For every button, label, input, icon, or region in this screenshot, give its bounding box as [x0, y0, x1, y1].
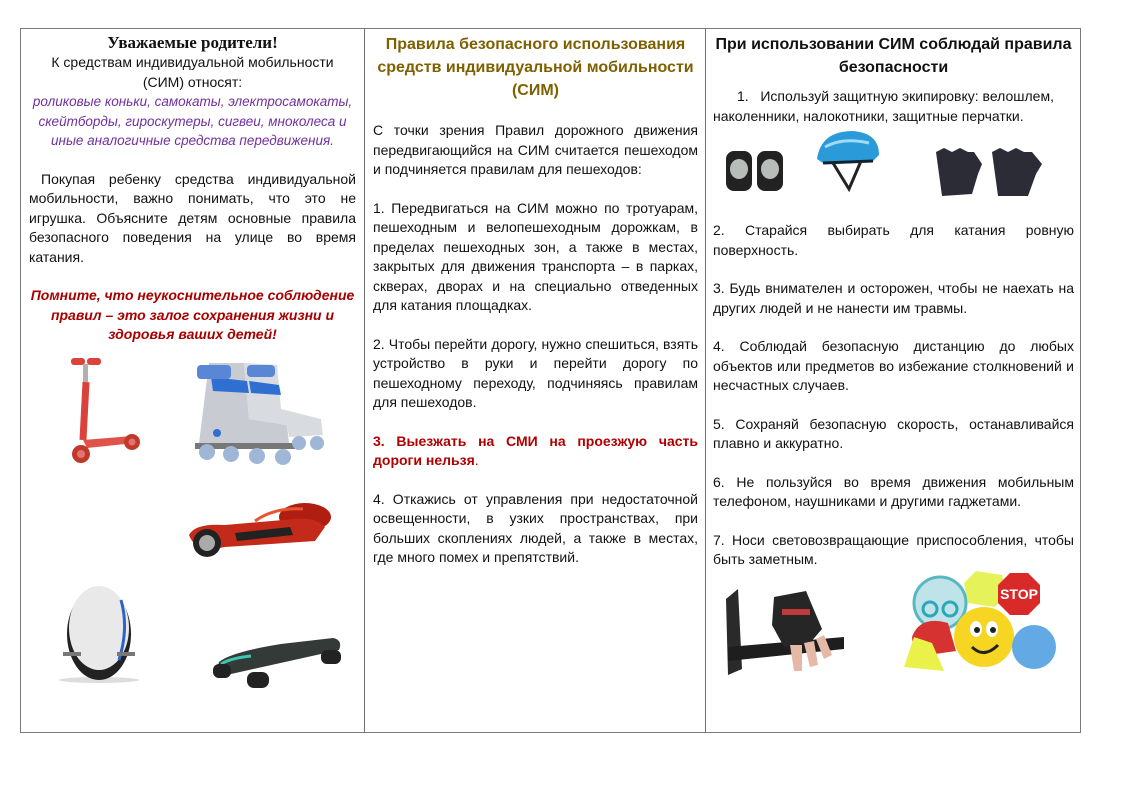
rules-item-2: 2. Чтобы перейти дорогу, нужно спешиться, взять устройство в руки и перейти дорогу по пешеходному переходу, подчиняясь правилам для пешеходов.	[373, 335, 698, 410]
helmet-image	[813, 129, 885, 201]
gloves-image	[932, 144, 1048, 200]
rules-item-3	[373, 432, 698, 471]
rules-intro: С точки зрения Правил дорожного движения передвигающийся на СИМ считается пешеходом и подчиняется правилам для пешеходов:	[373, 122, 698, 177]
sim-intro-line1: К средствам индивидуальной мобильности	[51, 54, 334, 70]
parents-advice: Покупая ребенку средства индивидуальной мобильности, важно понимать, что это не игрушка. Объясните детям основные правила безопасного поведения на улице во время катания.	[29, 170, 356, 265]
hoverboard-image	[185, 497, 335, 559]
safety-item-6: 6. Не пользуйся во время движения мобильным телефоном, наушниками и другими гаджетами.	[713, 473, 1074, 509]
knee-pads-image	[724, 147, 786, 195]
safety-item-5: 5. Сохраняй безопасную скорость, останавливайся плавно и аккуратно.	[713, 415, 1074, 451]
devices-list: роликовые коньки, самокаты, электросамокаты, скейтборды, гироскутеры, сигвеи, мноколеса и иные аналогичные средства передвижения.	[32, 94, 353, 148]
column-safety	[706, 29, 1080, 732]
rules-title: Правила безопасного использования средств индивидуальной мобильности (СИМ)	[377, 36, 694, 99]
stop-sign-text: STOP	[1000, 586, 1038, 602]
electric-skateboard-image	[211, 634, 345, 704]
safety-item-3: 3. Будь внимателен и осторожен, чтобы не наехать на других людей и не нанести им травмы.	[713, 280, 1074, 316]
leaflet-table	[20, 28, 1081, 733]
column-rules	[365, 29, 706, 732]
rules-item-1: 1. Передвигаться на СИМ можно по тротуарам, пешеходным и велопешеходным дорожкам, в пределах пешеходных зон, а также в местах, закрытых для движения транспорта – в парках, скверах, дворах и на специально отведенных для катания площадках.	[373, 199, 698, 313]
kick-scooter-image	[61, 356, 141, 468]
gloved-hand-image	[724, 589, 844, 679]
safety-item-1: 1. Используй защитную экипировку: велошлем, наколенники, налокотники, защитные перчатки.	[713, 88, 1058, 124]
inline-skates-image	[189, 359, 339, 467]
safety-item-4: 4. Соблюдай безопасную дистанцию до любых объектов или предметов во избежание столкновений и несчастных случаев.	[713, 338, 1074, 393]
rules-item-3-text: 3. Выезжать на СМИ на проезжую часть дороги нельзя	[373, 432, 698, 468]
sim-intro-line2: (СИМ) относят:	[142, 73, 243, 90]
safety-item-7: 7. Носи световозвращающие приспособления, чтобы быть заметным.	[713, 531, 1074, 567]
parents-title: Уважаемые родители!	[107, 33, 278, 52]
safety-title: При использовании СИМ соблюдай правила безопасности	[715, 36, 1072, 76]
rules-item-3-period: .	[474, 452, 479, 468]
safety-item-2: 2. Старайся выбирать для катания ровную поверхность.	[713, 222, 1074, 258]
parents-warning: Помните, что неукоснительное соблюдение правил – это залог сохранения жизни и здоровья ваших детей!	[30, 287, 355, 342]
monowheel-image	[57, 584, 139, 684]
rules-item-4: 4. Откажись от управления при недостаточной освещенности, в узких пространствах, при больших скоплениях людей, а также в местах, где много помех и препятствий.	[373, 490, 698, 565]
reflective-badges-image	[904, 567, 1056, 673]
column-parents	[21, 29, 365, 732]
